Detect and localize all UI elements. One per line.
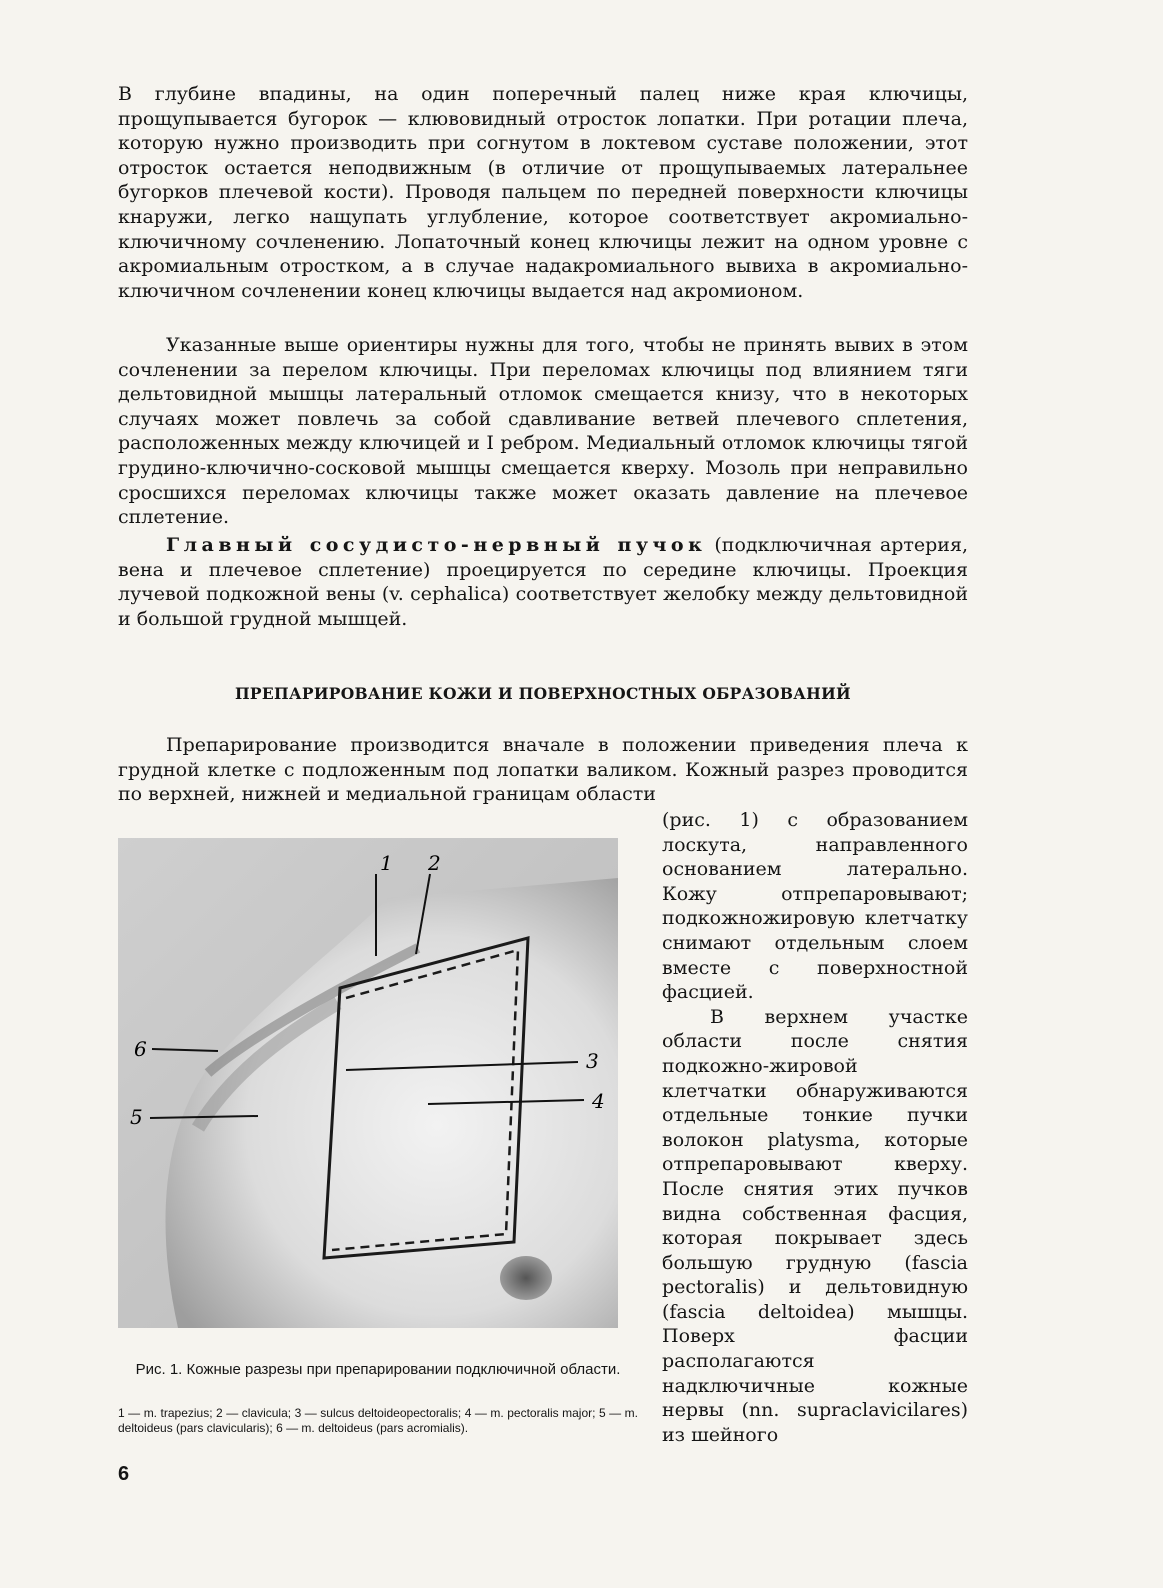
- figure-label-1: 1: [380, 851, 393, 875]
- paragraph-4-continued: (рис. 1) с образованием лоскута, направленного основанием латерально. Кожу отпрепаровывают; подкожножировую клетчатку снимают отдельным слоем вместе с поверхностной фасцией.: [662, 809, 968, 1004]
- paragraph-3: [118, 533, 968, 631]
- figure-caption-title: Рис. 1. Кожные разрезы при препарировании подключичной области.: [135, 1361, 621, 1378]
- figure-1: [118, 838, 638, 1328]
- paragraph-1: В глубине впадины, на один поперечный палец ниже края ключицы, прощупывается бугорок — клювовидный отросток лопатки. При ротации плеча, которую нужно производить при согнутом в локтевом суставе положении, этот отросток остается неподвижным (в отличие от прощупываемых латеральнее бугорков плечевой кости). Проводя пальцем по передней поверхности ключицы кнаружи, легко нащупать углубление, которое соответствует акромиально-ключичному сочленению. Лопаточный конец ключицы лежит на одном уровне с акромиальным отростком, а в случае надакромиального вывиха в акромиально-ключичном сочленении конец ключицы выдается над акромионом.: [118, 83, 968, 302]
- paragraph-3-rest: (подключичная артерия, вена и плечевое сплетение) проецируется по середине ключицы. Проекция лучевой подкожной вены (v. cephalica) соответствует желобку между дельтовидной и большой грудной мышцей.: [118, 534, 968, 630]
- figure-label-2: 2: [428, 851, 441, 875]
- figure-label-4: 4: [592, 1089, 605, 1113]
- figure-1-illustration: [118, 838, 638, 1328]
- figure-label-3: 3: [586, 1049, 599, 1073]
- emphasized-term: Главный сосудисто-нервный пучок: [166, 534, 707, 556]
- page-number: 6: [118, 1463, 130, 1485]
- figure-label-5: 5: [130, 1105, 143, 1129]
- paragraph-5: В верхнем участке области после снятия подкожно-жировой клетчатки обнаруживаются отдельные тонкие пучки волокон platysma, которые отпрепаровывают кверху. После снятия этих пучков видна собственная фасция, которая покрывает здесь большую грудную (fascia pectoralis) и дельтовидную (fascia deltoidea) мышцы. Поверх фасции располагаются надключичные кожные нервы (nn. supraclavicilares) из шейного: [662, 1005, 968, 1446]
- figure-caption-legend: 1 — m. trapezius; 2 — clavicula; 3 — sulcus deltoideopectoralis; 4 — m. pectoralis major; 5 — m. deltoideus (pars clavicularis); 6 — m. deltoideus (pars acromialis).: [118, 1406, 638, 1435]
- paragraph-2: Указанные выше ориентиры нужны для того, чтобы не принять вывих в этом сочленении за перелом ключицы. При переломах ключицы под влиянием тяги дельтовидной мышцы латеральный отломок смещается книзу, что в некоторых случаях может повлечь за собой сдавливание ветвей плечевого сплетения, расположенных между ключицей и I ребром. Медиальный отломок ключицы тягой грудино-ключично-сосковой мышцы смещается кверху. Мозоль при неправильно сросшихся переломах ключицы также может оказать давление на плечевое сплетение.: [118, 334, 968, 529]
- nipple: [500, 1256, 552, 1300]
- figure-label-6: 6: [134, 1037, 147, 1061]
- section-heading: ПРЕПАРИРОВАНИЕ КОЖИ И ПОВЕРХНОСТНЫХ ОБРАЗОВАНИЙ: [235, 684, 851, 703]
- right-column-text: [662, 808, 968, 1447]
- paragraph-4: Препарирование производится вначале в положении приведения плеча к грудной клетке с подложенным под лопатки валиком. Кожный разрез проводится по верхней, нижней и медиальной границам области: [118, 734, 968, 806]
